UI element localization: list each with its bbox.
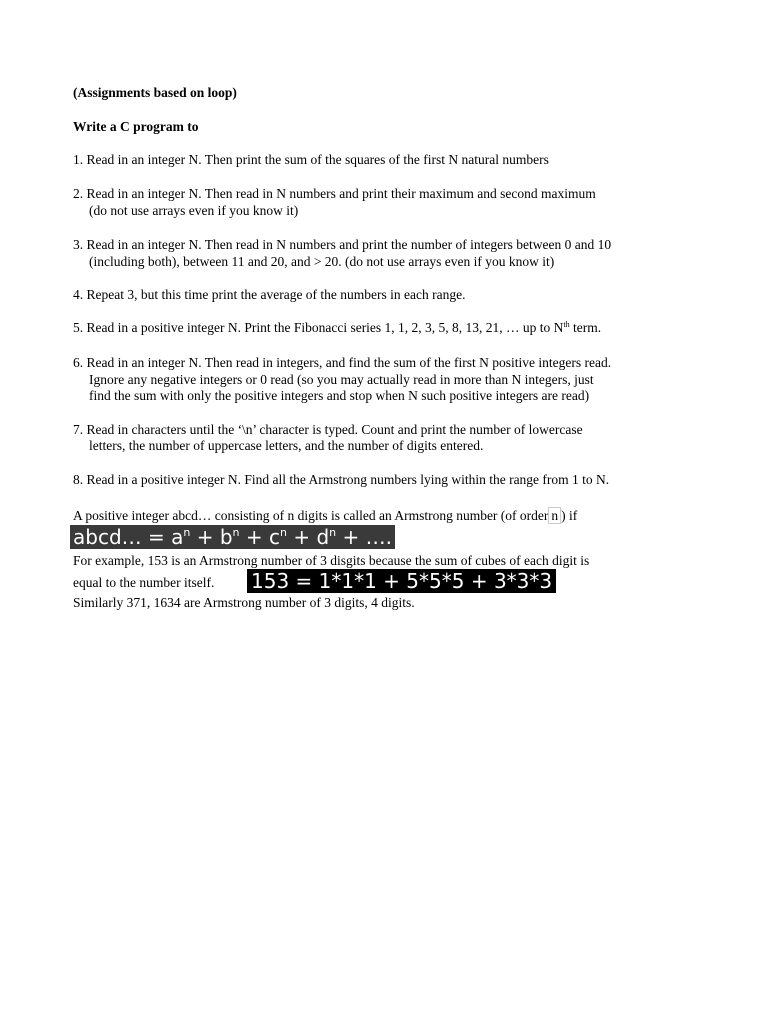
assignment-heading: (Assignments based on loop) <box>73 85 237 100</box>
formula-exponent: n <box>183 526 191 539</box>
formula-part: + d <box>286 525 330 549</box>
formula-exponent: n <box>279 526 287 539</box>
armstrong-definition-tail: ) if <box>561 508 578 523</box>
formula-part: + c <box>239 525 280 549</box>
item-2-line-2: (do not use arrays even if you know it) <box>89 203 299 218</box>
armstrong-example-line-1: For example, 153 is an Armstrong number of 3 disgits because the sum of cubes of each digit is <box>73 553 590 568</box>
item-7-line-2: letters, the number of uppercase letters, and the number of digits entered. <box>89 438 484 453</box>
armstrong-formula <box>70 525 395 549</box>
item-2-line-1: 2. Read in an integer N. Then read in N numbers and print their maximum and second maximum <box>73 186 596 201</box>
item-1: 1. Read in an integer N. Then print the sum of the squares of the first N natural numbers <box>73 152 549 167</box>
item-6-line-3: find the sum with only the positive integers and stop when N such positive integers are read) <box>89 388 590 403</box>
item-3-line-1: 3. Read in an integer N. Then read in N numbers and print the number of integers between 0 and 10 <box>73 237 612 252</box>
item-6-line-1: 6. Read in an integer N. Then read in integers, and find the sum of the first N positive integers read. <box>73 355 612 370</box>
formula-exponent: n <box>232 526 240 539</box>
item-8: 8. Read in a positive integer N. Find all the Armstrong numbers lying within the range from 1 to N. <box>73 472 610 487</box>
formula-part: + b <box>190 525 233 549</box>
item-7-line-1: 7. Read in characters until the ‘\n’ character is typed. Count and print the number of lowercase <box>73 422 583 437</box>
armstrong-example-line-2: equal to the number itself. <box>73 575 215 590</box>
formula-exponent: n <box>329 526 337 539</box>
armstrong-definition <box>73 508 577 524</box>
formula-part: abcd… = a <box>73 525 184 549</box>
item-5-text: 5. Read in a positive integer N. Print the Fibonacci series 1, 1, 2, 3, 5, 8, 13, 21, … up to N <box>73 320 564 335</box>
item-5-superscript: th <box>563 320 570 329</box>
armstrong-definition-text: A positive integer abcd… consisting of n digits is called an Armstrong number (of order <box>73 508 549 523</box>
armstrong-similar: Similarly 371, 1634 are Armstrong number of 3 digits, 4 digits. <box>73 595 415 610</box>
armstrong-order-n: n <box>548 507 561 524</box>
item-4: 4. Repeat 3, but this time print the average of the numbers in each range. <box>73 287 466 302</box>
formula-part: + …. <box>336 525 392 549</box>
item-3-line-2: (including both), between 11 and 20, and > 20. (do not use arrays even if you know it) <box>89 254 555 269</box>
item-5-tail: term. <box>569 320 602 335</box>
armstrong-example-formula: 153 = 1*1*1 + 5*5*5 + 3*3*3 <box>247 569 556 593</box>
item-5 <box>73 320 601 336</box>
item-6-line-2: Ignore any negative integers or 0 read (so you may actually read in more than N integers, just <box>89 372 594 387</box>
assignment-subheading: Write a C program to <box>73 119 199 134</box>
